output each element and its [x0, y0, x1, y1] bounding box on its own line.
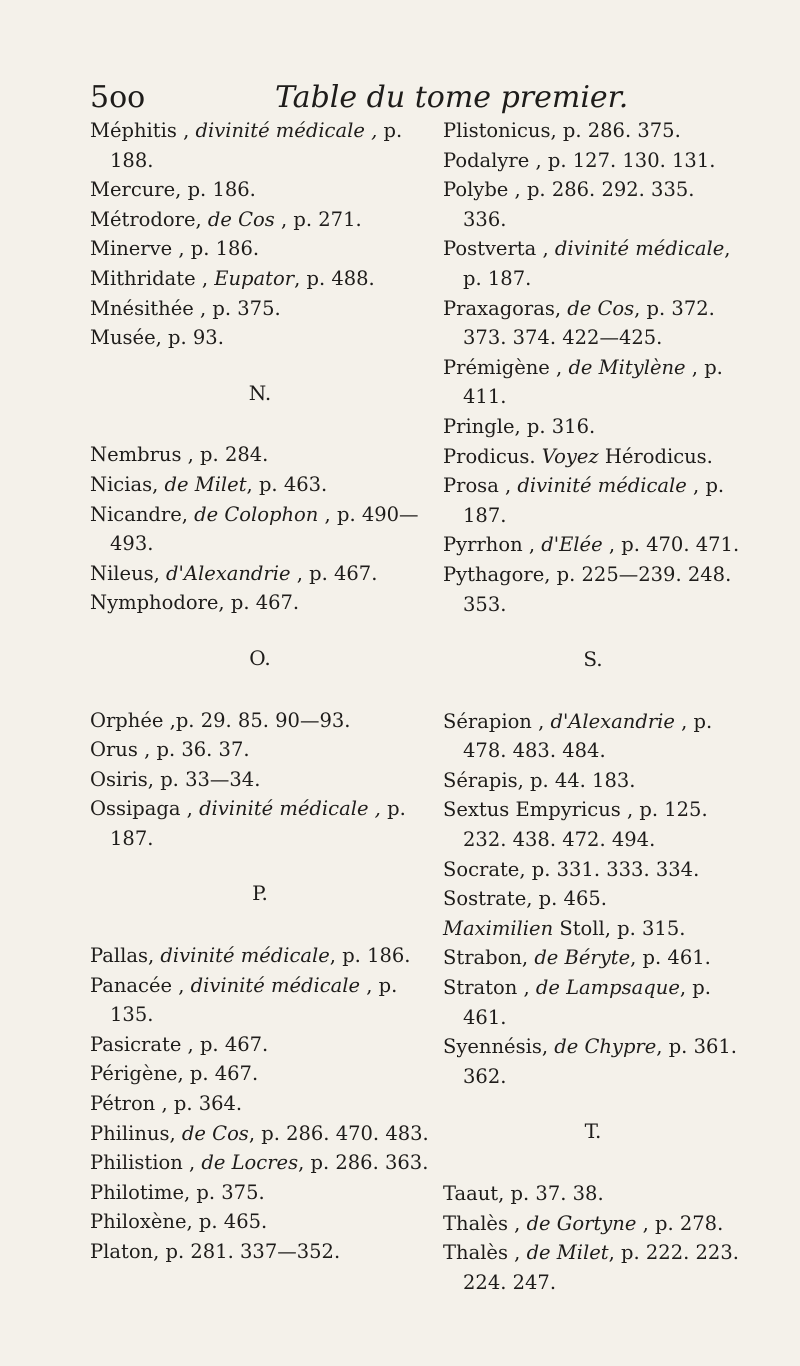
entry-italic-text: Voyez: [541, 444, 599, 468]
entry-italic-text: de Gortyne: [526, 1211, 637, 1235]
entry-text: , p. 461.: [463, 976, 711, 1029]
entry-text: Sérapion ,: [443, 709, 551, 733]
index-entry: [90, 234, 430, 264]
entry-italic-text: divinité médicale: [517, 474, 687, 498]
entry-text: , p. 411.: [463, 355, 723, 409]
index-entry: [90, 205, 430, 235]
entry-italic-text: divinité médicale ,: [195, 119, 378, 142]
entry-text: Prodicus.: [443, 444, 542, 468]
entry-italic-text: de Colophon: [194, 502, 319, 526]
index-entry: [90, 971, 430, 1030]
entry-text: , p. 372. 373. 374. 422—425.: [463, 296, 715, 350]
entry-text: Panacée ,: [90, 973, 191, 997]
running-title: Table du tome premier.: [275, 80, 629, 115]
entry-text: Straton ,: [443, 976, 536, 1000]
index-entry: [90, 1148, 430, 1178]
entry-text: Plistonicus, p. 286. 375.: [443, 119, 681, 142]
entry-text: Mercure, p. 186.: [90, 178, 256, 202]
entry-text: Thalès ,: [443, 1211, 527, 1235]
entry-text: Hérodicus.: [598, 444, 713, 468]
entry-text: Stoll, p. 315.: [553, 916, 686, 940]
entry-text: Méphitis ,: [90, 119, 196, 142]
entry-text: , p. 186.: [329, 944, 411, 968]
entry-text: Thalès ,: [443, 1241, 527, 1265]
index-entry: [90, 470, 430, 500]
entry-italic-text: Maximilien: [443, 916, 554, 940]
entry-text: Nileus,: [90, 561, 167, 585]
index-entry: [443, 175, 743, 234]
entry-text: Taaut, p. 37. 38.: [443, 1182, 604, 1205]
index-entry: [90, 440, 430, 470]
index-entry: [90, 323, 430, 353]
entry-italic-text: de Milet: [164, 472, 247, 496]
entry-text: Mnésithée , p. 375.: [90, 296, 281, 320]
index-column-right: [443, 116, 743, 1297]
entry-italic-text: de Cos: [207, 207, 275, 231]
page-number: 5oo: [90, 80, 146, 115]
index-entry: [443, 234, 743, 293]
entry-text: , p. 286. 363.: [298, 1151, 429, 1175]
entry-text: Osiris, p. 33—34.: [90, 767, 261, 791]
section-letter: O.: [249, 645, 271, 670]
index-entry: [90, 735, 430, 765]
index-entry: [90, 794, 430, 853]
entry-text: p. 188.: [110, 119, 403, 172]
entry-italic-text: divinité médicale: [554, 237, 725, 261]
entry-text: Praxagoras,: [443, 296, 568, 320]
entry-text: Pringle, p. 316.: [443, 414, 596, 438]
entry-text: Pétron , p. 364.: [90, 1092, 243, 1116]
entry-text: Prosa ,: [443, 474, 518, 498]
index-entry: [90, 765, 430, 795]
index-entry: [90, 1089, 430, 1119]
entry-text: Pallas,: [90, 944, 161, 968]
entry-text: Pyrrhon ,: [443, 533, 542, 557]
index-entry: [443, 1209, 743, 1239]
entry-text: , p. 467.: [290, 561, 378, 585]
entry-text: Sostrate, p. 465.: [443, 887, 607, 911]
index-entry: [443, 1238, 743, 1297]
index-entry: [443, 855, 743, 885]
index-entry: [90, 1237, 430, 1267]
entry-text: Sérapis, p. 44. 183.: [443, 768, 636, 792]
entry-italic-text: de Béryte: [534, 946, 631, 970]
index-entry: [90, 264, 430, 294]
index-entry: [90, 1207, 430, 1237]
index-entry: [90, 1030, 430, 1060]
entry-italic-text: d'Elée: [541, 533, 603, 557]
entry-italic-text: de Lampsaque: [535, 976, 680, 1000]
entry-italic-text: divinité médicale ,: [199, 797, 381, 821]
entry-italic-text: de Milet: [526, 1241, 609, 1265]
index-entry: [443, 943, 743, 973]
entry-text: , p. 461.: [630, 946, 711, 970]
index-entry: [443, 795, 743, 854]
index-entry: [90, 1119, 430, 1149]
index-entry: [443, 766, 743, 796]
entry-text: Socrate, p. 331. 333. 334.: [443, 857, 700, 881]
index-entry: [443, 412, 743, 442]
entry-italic-text: de Cos: [567, 296, 635, 320]
index-entry: [90, 116, 430, 175]
index-entry: [90, 500, 430, 559]
index-entry: [443, 471, 743, 530]
entry-text: , p. 187.: [463, 474, 725, 527]
entry-text: , p. 187.: [463, 237, 731, 290]
entry-text: , p. 135.: [110, 973, 398, 1027]
entry-text: Polybe , p. 286. 292. 335. 336.: [443, 178, 695, 231]
entry-text: , p. 271.: [274, 207, 362, 231]
entry-italic-text: de Cos: [181, 1121, 249, 1145]
index-entry: [443, 442, 743, 472]
index-entry: [90, 1059, 430, 1089]
entry-text: Prémigène ,: [443, 355, 569, 379]
index-column-left: [90, 116, 430, 1267]
index-entry: [90, 706, 430, 736]
entry-text: Nicandre,: [90, 502, 195, 526]
entry-text: Orphée ,p. 29. 85. 90—93.: [90, 708, 351, 732]
entry-italic-text: de Mitylène: [568, 355, 686, 379]
index-entry: [443, 1032, 743, 1091]
index-entry: [443, 353, 743, 412]
index-entry: [90, 294, 430, 324]
section-letter: N.: [248, 380, 272, 405]
entry-text: , p. 361. 362.: [463, 1035, 737, 1088]
entry-text: Musée, p. 93.: [90, 326, 224, 350]
entry-text: Nicias,: [90, 472, 165, 496]
page-header: [90, 78, 740, 118]
entry-text: Métrodore,: [90, 207, 208, 231]
entry-text: Philoxène, p. 465.: [90, 1210, 268, 1234]
entry-text: , p. 488.: [294, 266, 375, 290]
section-letter: S.: [583, 647, 603, 672]
entry-italic-text: de Chypre: [554, 1035, 657, 1059]
section-letter: P.: [252, 881, 268, 906]
entry-italic-text: divinité médicale: [190, 973, 361, 997]
entry-text: Platon, p. 281. 337—352.: [90, 1240, 341, 1263]
entry-text: , p. 478. 483. 484.: [463, 709, 713, 763]
entry-text: Syennésis,: [443, 1035, 555, 1059]
entry-text: Nymphodore, p. 467.: [90, 591, 300, 615]
entry-text: , p. 278.: [636, 1211, 724, 1235]
section-letter: T.: [584, 1119, 602, 1144]
index-entry: [443, 116, 743, 146]
index-entry: [443, 884, 743, 914]
entry-text: Philotime, p. 375.: [90, 1180, 265, 1204]
index-entry: [443, 973, 743, 1032]
index-entry: [90, 941, 430, 971]
index-entry: [443, 294, 743, 353]
entry-text: p. 187.: [110, 797, 406, 850]
entry-text: Orus , p. 36. 37.: [90, 738, 250, 762]
entry-text: Ossipaga ,: [90, 797, 200, 821]
entry-italic-text: Eupator: [214, 266, 295, 290]
entry-text: Mithridate ,: [90, 266, 215, 290]
index-entry: [90, 175, 430, 205]
index-entry: [443, 914, 743, 944]
entry-text: Philinus,: [90, 1121, 182, 1145]
entry-text: Pythagore, p. 225—239. 248. 353.: [443, 562, 732, 616]
entry-text: Périgène, p. 467.: [90, 1062, 259, 1086]
entry-italic-text: divinité médicale: [160, 944, 330, 968]
index-entry: [443, 707, 743, 766]
entry-text: Postverta ,: [443, 237, 555, 261]
index-entry: [443, 560, 743, 619]
index-entry: [443, 146, 743, 176]
entry-italic-text: d'Alexandrie: [166, 561, 291, 585]
entry-text: , p. 463.: [246, 472, 328, 496]
entry-text: Minerve , p. 186.: [90, 237, 260, 261]
index-entry: [90, 1178, 430, 1208]
entry-text: , p. 470. 471.: [602, 533, 740, 557]
entry-italic-text: de Locres: [201, 1151, 299, 1175]
index-entry: [443, 1179, 743, 1209]
index-entry: [90, 559, 430, 589]
index-entry: [443, 530, 743, 560]
entry-text: , p. 490—493.: [110, 502, 419, 556]
entry-text: Philistion ,: [90, 1151, 202, 1175]
index-entry: [90, 588, 430, 618]
entry-text: Strabon,: [443, 946, 535, 970]
entry-text: , p. 222. 223. 224. 247.: [463, 1241, 739, 1294]
entry-text: Sextus Empyricus , p. 125. 232. 438. 472. 494.: [443, 798, 708, 852]
entry-text: , p. 286. 470. 483.: [248, 1121, 429, 1145]
entry-text: Pasicrate , p. 467.: [90, 1032, 269, 1056]
entry-text: Nembrus , p. 284.: [90, 443, 269, 467]
entry-text: Podalyre , p. 127. 130. 131.: [443, 148, 716, 172]
entry-italic-text: d'Alexandrie: [550, 709, 675, 733]
